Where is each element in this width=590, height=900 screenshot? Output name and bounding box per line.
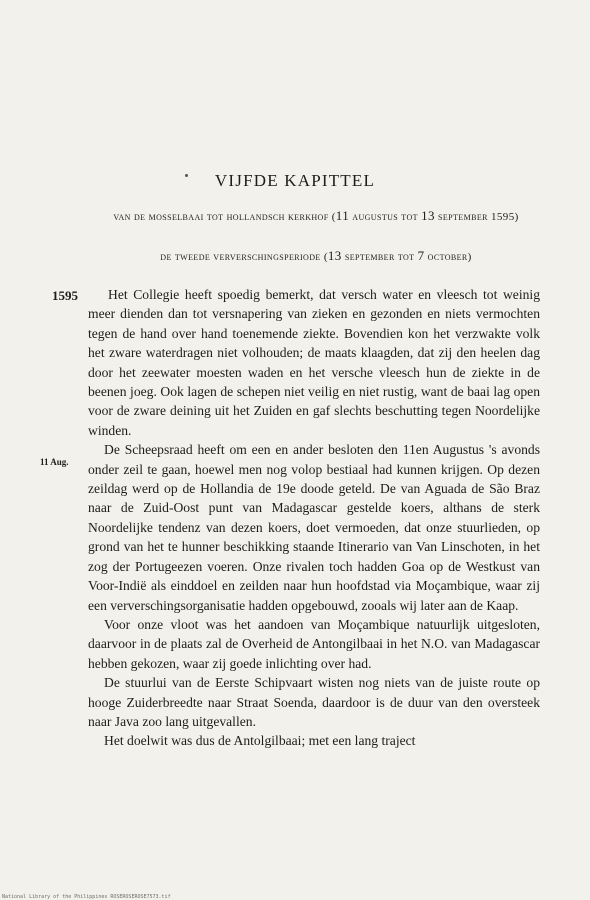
subtitle-text: october) <box>424 251 472 263</box>
subtitle-number: 13 <box>327 248 342 263</box>
paragraph: Voor onze vloot was het aandoen van Moçambique natuurlijk uitgesloten, daarvoor in de plaats zal de Overheid de Antongilbaai in het N.O. van Madagascar hebben gekozen, waar zij goede inlichting over had. <box>88 616 540 671</box>
scan-footer <box>0 894 590 900</box>
body-text <box>88 285 540 751</box>
scan-note: National Library of the Philippines ROSEROSEROSE7573.tif <box>2 894 171 900</box>
subtitle-text: september 1595) <box>434 211 519 223</box>
chapter-subtitle-route <box>82 207 550 226</box>
paragraph: De Scheepsraad heeft om een en ander besloten den 11en Augustus 's avonds onder zeil te gaan, hoewel men nog volop bestiaal had kunnen krijgen. Op dezen zeildag werd op de Hollandia de 19e doode geteld. De van Aguada de São Braz naar de Zuid-Oost punt van Madagascar gestelde koers, althans de sterk Noordelijke tendenz van dezen koers, doet vermoeden, dat onze stuurlieden, op grond van het te hunner beschikking staande Itinerario van Van Linschoten, in het zog der Portugeezen voeren. Onze rivalen toch hadden Goa op de Westkust van Voor-Indië als einddoel en zeilden naar hun hoofdstad via Moçambique, waar zij een ververschingsorganisatie hadden opgebouwd, zooals wij later aan de Kaap. <box>88 442 540 613</box>
subtitle-number: 13 <box>421 208 435 223</box>
subtitle-text: september tot <box>341 251 418 263</box>
chapter-subtitle-period <box>82 247 550 266</box>
margin-note-year: 1595 <box>52 288 78 303</box>
chapter-title: VIJFDE KAPITTEL <box>214 171 376 190</box>
paragraph: De stuurlui van de Eerste Schipvaart wisten nog niets van de juiste route op hooge Zuiderbreedte naar Straat Soenda, daardoor is de duur van den oversteek naar Java zoo lang uitgevallen. <box>88 675 540 729</box>
paragraph: Het doelwit was dus de Antolgilbaai; met een lang traject <box>104 733 416 749</box>
subtitle-text: van de mosselbaai tot hollandsch kerkhof ( <box>113 211 336 223</box>
paragraph: Het Collegie heeft spoedig bemerkt, dat versch water en vleesch tot weinig meer dienden dan tot versnapering van zieken en gezonden en niets vermochten tegen de hand over hand toenemende ziekte. Bovendien kon het verzwakte volk het zware waterdragen niet volhouden; de maats klaagden, dat zij den heelen dag door het zeewater moesten waden en het versche vleesch hun de ziekte in de beenen joeg. Ook lagen de schepen niet veilig en niet rustig, want de baai lag open voor de zware deining uit het Zuiden en gaf slechts beschutting tegen Noordelijke winden. <box>88 287 540 438</box>
subtitle-text: augustus tot <box>349 211 422 223</box>
subtitle-number: 7 <box>417 248 425 263</box>
margin-note-date: 11 Aug. <box>40 457 69 467</box>
subtitle-number: 11 <box>335 208 350 223</box>
subtitle-text: de tweede ververschingsperiode ( <box>160 251 328 263</box>
